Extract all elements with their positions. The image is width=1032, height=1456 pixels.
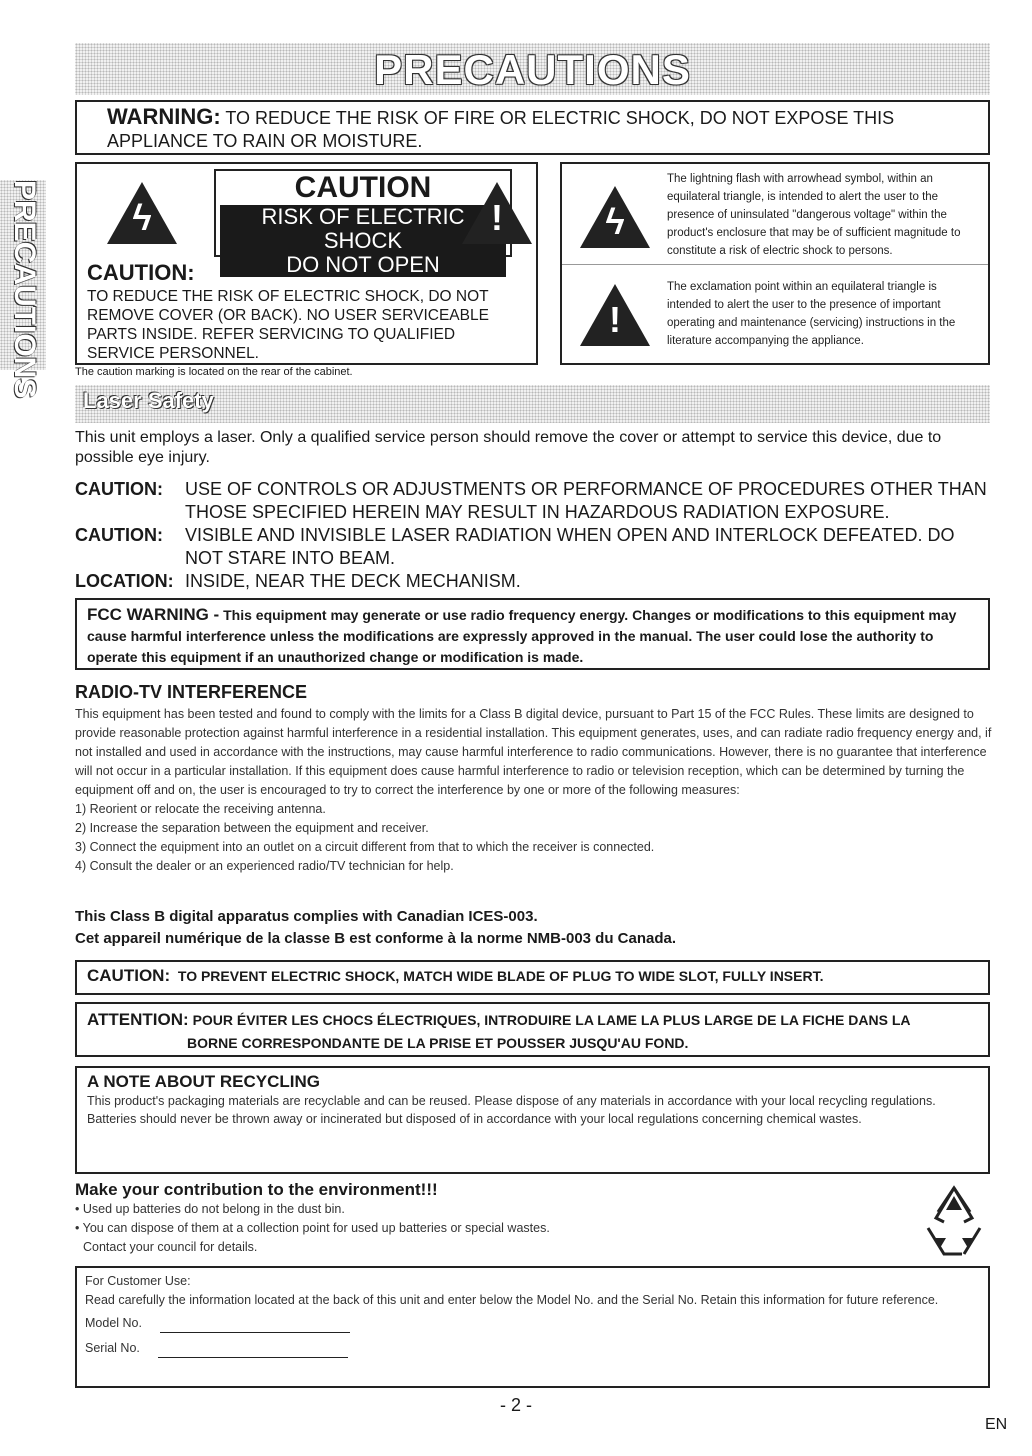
fcc-text: This equipment may generate or use radio frequency energy. Changes or modifications to this equipment may cause harmful interference unless the modifications are expressly approved in the manual. The user could lose the authority to operate this equipment if an unauthorized change or modification is made.: [87, 607, 957, 665]
caution-marking-note: The caution marking is located on the rear of the cabinet.: [75, 366, 353, 378]
customer-text: Read carefully the information located at the back of this unit and enter below the Model No. and the Serial No. Retain this information for future reference.: [85, 1293, 939, 1307]
recycling-paragraph: This product's packaging materials are recyclable and can be reused. Please dispose of any materials in accordance with your local recycling regulations.: [87, 1094, 936, 1108]
risk-line-2: DO NOT OPEN: [220, 253, 506, 277]
lightning-warning-icon: ϟ: [107, 182, 177, 244]
page-title: PRECAUTIONS: [374, 46, 691, 93]
caution-box: [75, 162, 538, 365]
symbols-box: [560, 162, 990, 365]
warning-text: TO REDUCE THE RISK OF FIRE OR ELECTRIC SHOCK, DO NOT EXPOSE THIS APPLIANCE TO RAIN OR MOISTURE.: [107, 108, 895, 151]
environment-line: Contact your council for details.: [83, 1240, 258, 1254]
environment-title: Make your contribution to the environment!!!: [75, 1180, 438, 1199]
exclamation-symbol-icon: !: [580, 284, 650, 346]
list-item: 2) Increase the separation between the equipment and receiver.: [75, 821, 429, 835]
attention-text-2: BORNE CORRESPONDANTE DE LA PRISE ET POUSSER JUSQU'AU FOND.: [187, 1035, 689, 1051]
recycling-paragraph: Batteries should never be thrown away or incinerated but disposed of in accordance with your local regulations concerning chemical wastes.: [87, 1112, 862, 1126]
warning-box: [75, 100, 990, 155]
laser-section-bar: [75, 385, 990, 423]
list-item: 3) Connect the equipment into an outlet on a circuit different from that to which the receiver is connected.: [75, 840, 655, 854]
list-item: 4) Consult the dealer or an experienced radio/TV technician for help.: [75, 859, 454, 873]
laser-caution-text: VISIBLE AND INVISIBLE LASER RADIATION WHEN OPEN AND INTERLOCK DEFEATED. DO NOT STARE INTO BEAM.: [185, 525, 955, 568]
side-tab-label: PRECAUTIONS: [8, 180, 41, 399]
attention-label: ATTENTION:: [87, 1010, 189, 1029]
laser-intro: This unit employs a laser. Only a qualified service person should remove the cover or attempt to service this device, due to possible eye injury.: [75, 429, 942, 466]
plug-caution-label: CAUTION:: [87, 966, 171, 985]
plug-caution-box: [75, 960, 990, 995]
serial-number-field[interactable]: [158, 1343, 348, 1358]
fcc-warning-box: [75, 598, 990, 670]
recycling-box: [75, 1066, 990, 1174]
model-label: Model No.: [85, 1316, 142, 1330]
laser-caution-text: USE OF CONTROLS OR ADJUSTMENTS OR PERFORMANCE OF PROCEDURES OTHER THAN THOSE SPECIFIED HEREIN MAY RESULT IN HAZARDOUS RADIATION EXPOSURE.: [185, 479, 987, 522]
canada-french: Cet appareil numérique de la classe B est conforme à la norme NMB-003 du Canada.: [75, 930, 677, 947]
canada-english: This Class B digital apparatus complies with Canadian ICES-003.: [75, 908, 538, 925]
page-number: - 2 -: [499, 1395, 532, 1415]
radio-tv-section: [75, 682, 995, 876]
recycle-icon: [918, 1182, 990, 1260]
attention-text-1: POUR ÉVITER LES CHOCS ÉLECTRIQUES, INTRODUIRE LA LAME LA PLUS LARGE DE LA FICHE DANS LA: [192, 1012, 911, 1028]
attention-box: [75, 1002, 990, 1057]
environment-line: • Used up batteries do not belong in the dust bin.: [75, 1202, 345, 1216]
laser-cautions: [75, 478, 990, 593]
fcc-label: FCC WARNING -: [87, 605, 220, 624]
laser-caution-label: CAUTION:: [75, 525, 163, 545]
radio-tv-list: [75, 800, 995, 876]
laser-title: Laser Safety: [83, 388, 214, 413]
radio-tv-body: This equipment has been tested and found to comply with the limits for a Class B digital device, pursuant to Part 15 of the FCC Rules. These limits are designed to provide reasonable protection against harmful interference in a residential installation. This equipment generates, uses, and can radiate radio frequency energy and, if not installed and used in accordance with the instructions, may cause harmful interference to radio communications. However, there is no guarantee that interference will not occur in a particular installation. If this equipment does cause harmful interference to radio or television reception, which can be determined by turning the equipment off and on, the user is encouraged to try to correct the interference by one or more of the following measures:: [75, 707, 992, 797]
customer-use-box: [75, 1266, 990, 1388]
exclamation-warning-icon: !: [462, 182, 532, 244]
caution-body: TO REDUCE THE RISK OF ELECTRIC SHOCK, DO NOT REMOVE COVER (OR BACK). NO USER SERVICEABLE PARTS INSIDE. REFER SERVICING TO QUALIFIED SERVICE PERSONNEL.: [87, 288, 489, 362]
canada-compliance: [75, 906, 676, 950]
caution-header: CAUTION:: [87, 260, 195, 285]
environment-section: [75, 1180, 875, 1257]
lightning-symbol-icon: ϟ: [580, 186, 650, 248]
serial-label: Serial No.: [85, 1341, 140, 1355]
customer-title: For Customer Use:: [85, 1274, 191, 1288]
recycling-title: A NOTE ABOUT RECYCLING: [87, 1072, 320, 1091]
language-code: EN: [985, 1416, 1008, 1433]
caution-big-title: CAUTION: [294, 171, 432, 204]
laser-location-text: INSIDE, NEAR THE DECK MECHANISM.: [185, 571, 521, 591]
exclamation-description: The exclamation point within an equilateral triangle is intended to alert the user to the presence of important operating and maintenance (servicing) instructions in the literature accompanying the appliance.: [667, 281, 956, 347]
exclamation-section: [562, 266, 988, 364]
warning-label: WARNING:: [107, 104, 221, 129]
plug-caution-text: TO PREVENT ELECTRIC SHOCK, MATCH WIDE BLADE OF PLUG TO WIDE SLOT, FULLY INSERT.: [177, 968, 824, 984]
lightning-description: The lightning flash with arrowhead symbol, within an equilateral triangle, is intended to alert the user to the presence of uninsulated "dangerous voltage" within the product's enclosure that may be of sufficient magnitude to constitute a risk of electric shock to persons.: [667, 173, 961, 257]
environment-line: • You can dispose of them at a collection point for used up batteries or special wastes.: [75, 1221, 550, 1235]
radio-tv-title: RADIO-TV INTERFERENCE: [75, 682, 308, 702]
model-number-field[interactable]: [160, 1318, 350, 1333]
laser-caution-label: CAUTION:: [75, 479, 163, 499]
laser-location-label: LOCATION:: [75, 571, 174, 591]
risk-line-1: RISK OF ELECTRIC SHOCK: [220, 205, 506, 253]
list-item: 1) Reorient or relocate the receiving antenna.: [75, 802, 326, 816]
lightning-section: [562, 164, 988, 265]
title-banner: [75, 43, 990, 95]
